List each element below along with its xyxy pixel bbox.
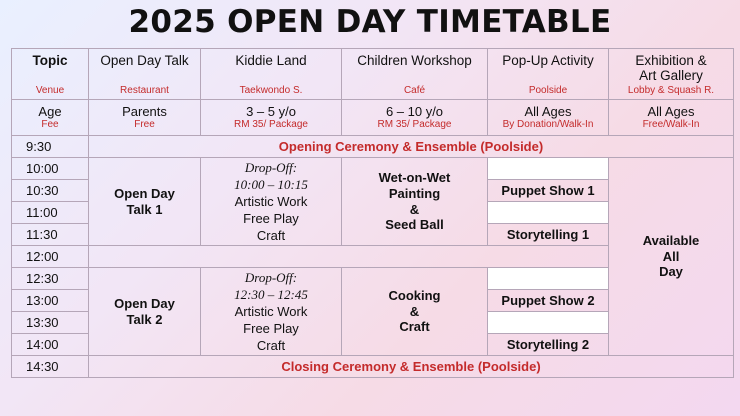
header-children-workshop [342,49,488,100]
header-exhibition [609,49,734,100]
exhibition-line: Day [659,264,683,280]
lunch-break-blank [89,246,609,268]
column-age: All Ages [647,103,695,119]
open-day-talk-2 [89,268,201,356]
puppet-show-2: Puppet Show 2 [488,290,609,312]
header-topic-cell [12,49,89,100]
time-cell: 10:30 [12,180,89,202]
popup-empty-slot [488,312,609,334]
kiddie-activity: Free Play [243,321,299,336]
time-cell: 11:00 [12,202,89,224]
column-name: Children Workshop [357,53,472,68]
column-fee: RM 35/ Package [234,119,308,131]
time-cell: 13:00 [12,290,89,312]
talk-line2: Talk 1 [126,201,163,217]
column-fee: Free/Walk-In [642,119,700,131]
storytelling-2: Storytelling 2 [488,334,609,356]
age-fee-cell [342,100,488,136]
column-venue: Café [403,85,426,96]
workshop-session-1 [342,158,488,246]
open-day-talk-1 [89,158,201,246]
opening-ceremony: Opening Ceremony & Ensemble (Poolside) [89,136,734,158]
column-venue: Taekwondo S. [239,85,303,96]
closing-ceremony: Closing Ceremony & Ensemble (Poolside) [89,356,734,378]
column-venue: Lobby & Squash R. [627,85,715,96]
kiddie-activity: Free Play [243,211,299,226]
header-age-cell [12,100,89,136]
workshop-line: Craft [399,319,430,335]
exhibition-line: All [662,248,680,264]
exhibition-availability [609,158,734,356]
venue-label: Venue [35,85,65,96]
time-cell: 12:30 [12,268,89,290]
exhibition-line: Available [642,233,700,249]
header-pop-up-activity [488,49,609,100]
time-cell: 14:30 [12,356,89,378]
workshop-line: Painting [388,185,441,201]
timetable [11,48,734,378]
header-kiddie-land [201,49,342,100]
column-age: All Ages [524,103,572,119]
time-cell: 11:30 [12,224,89,246]
storytelling-1: Storytelling 1 [488,224,609,246]
dropoff-time: 12:30 – 12:45 [234,287,308,302]
header-open-day-talk [89,49,201,100]
column-fee: Free [134,119,155,131]
column-fee: By Donation/Walk-In [502,119,594,131]
age-label: Age [38,103,62,119]
column-name-line1: Exhibition & [635,53,707,68]
popup-empty-slot [488,202,609,224]
time-row [12,158,734,180]
time-cell: 13:30 [12,312,89,334]
fee-label: Fee [41,119,59,131]
column-age: 3 – 5 y/o [246,103,296,119]
dropoff-label: Drop-Off: [244,160,298,175]
kiddie-land-session-1 [201,158,342,246]
workshop-line: & [409,303,420,319]
workshop-line: Wet-on-Wet [378,170,451,186]
talk-line1: Open Day [114,185,175,201]
column-venue: Restaurant [120,85,169,96]
dropoff-label: Drop-Off: [244,270,298,285]
age-fee-cell [201,100,342,136]
popup-empty-slot [488,158,609,180]
workshop-line: Cooking [388,288,441,304]
column-name: Open Day Talk [100,53,189,68]
talk-line2: Talk 2 [126,311,163,327]
kiddie-activity: Craft [256,228,286,243]
column-name-line2: Art Gallery [639,68,703,83]
column-venue: Poolside [528,85,568,96]
time-cell: 14:00 [12,334,89,356]
kiddie-activity: Artistic Work [234,194,308,209]
header-age-row [12,100,734,136]
kiddie-land-session-2 [201,268,342,356]
workshop-line: Seed Ball [385,217,444,233]
header-topic-row [12,49,734,100]
time-row [12,356,734,378]
topic-label: Topic [32,53,68,68]
time-cell: 12:00 [12,246,89,268]
workshop-session-2 [342,268,488,356]
column-age: 6 – 10 y/o [385,103,444,119]
column-age: Parents [122,103,167,119]
time-row [12,136,734,158]
column-name: Pop-Up Activity [502,53,594,68]
workshop-line: & [409,201,420,217]
age-fee-cell [488,100,609,136]
talk-line1: Open Day [114,295,175,311]
age-fee-cell [89,100,201,136]
time-cell: 10:00 [12,158,89,180]
dropoff-time: 10:00 – 10:15 [234,177,308,192]
kiddie-activity: Craft [256,338,286,353]
popup-empty-slot [488,268,609,290]
puppet-show-1: Puppet Show 1 [488,180,609,202]
column-name: Kiddie Land [235,53,307,68]
kiddie-activity: Artistic Work [234,304,308,319]
column-fee: RM 35/ Package [377,119,452,131]
page-title: 2025 OPEN DAY TIMETABLE [128,4,612,40]
age-fee-cell [609,100,734,136]
time-cell: 9:30 [12,136,89,158]
